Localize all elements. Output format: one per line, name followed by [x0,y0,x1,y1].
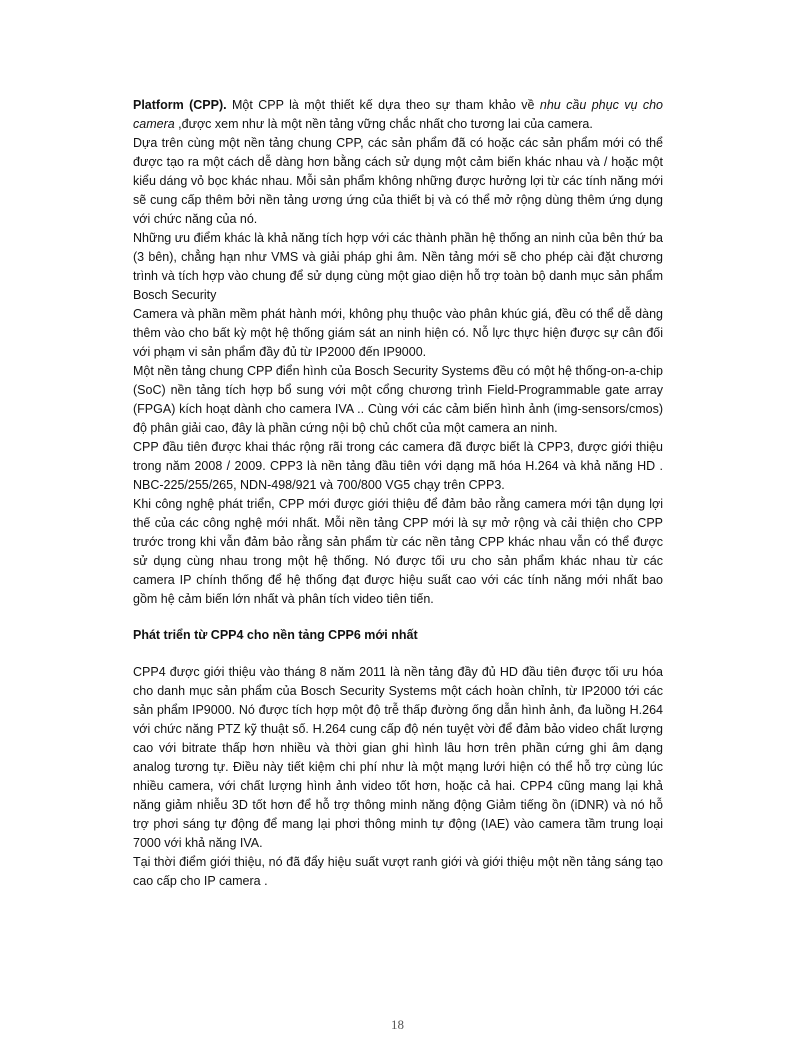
paragraph-soc: Một nền tảng chung CPP điển hình của Bosch Security Systems đều có một hệ thống-on-a-chip (SoC) nền tảng tích hợp bổ sung với một cổng chương trình Field-Programmable gate array (FPGA) kích hoạt dành cho camera IVA .. Cùng với các cảm biến hình ảnh (img-sensors/cmos) độ phân giải cao, đây là phần cứng nội bộ chủ chốt của một camera an ninh. [133,364,663,435]
paragraph-cpp3: CPP đầu tiên được khai thác rộng rãi trong các camera đã được biết là CPP3, được giới thiệu trong năm 2008 / 2009. CPP3 là nền tảng đầu tiên với dạng mã hóa H.264 và khả năng HD . NBC-225/255/265, NDN-498/921 và 700/800 VG5 chạy trên CPP3. [133,440,663,492]
paragraph-conclusion: Tại thời điểm giới thiệu, nó đã đẩy hiệu suất vượt ranh giới và giới thiệu một nền tảng sáng tạo cao cấp cho IP camera . [133,855,663,888]
paragraph-camera-software: Camera và phần mềm phát hành mới, không phụ thuộc vào phân khúc giá, đều có thể dễ dàng thêm vào cho bất kỳ một hệ thống giám sát an ninh hiện có. Nỗ lực thực hiện được sự cân đối với phạm vi sản phẩm đầy đủ từ IP2000 đến IP9000. [133,307,663,359]
page-number: 18 [391,1017,404,1032]
intro-text-2: ,được xem như là một nền tảng vững chắc nhất cho tương lai của camera. [174,117,593,131]
intro-italic: nhu cầu phục vụ cho camera [133,98,663,131]
document-body [133,96,663,891]
intro-lead: Platform (CPP). [133,98,227,112]
intro-paragraph [133,96,663,134]
intro-text-1: Một CPP là một thiết kế dựa theo sự tham khảo về [226,98,540,112]
paragraph-cpp4: CPP4 được giới thiệu vào tháng 8 năm 2011 là nền tảng đầy đủ HD đầu tiên được tối ưu hóa cho danh mục sản phẩm của Bosch Security Systems một cách hoàn chỉnh, từ IP2000 tới các sản phẩm IP9000. Nó được tích hợp một độ trễ thấp đường ống dẫn hình ảnh, đa luồng H.264 với chức năng PTZ kỹ thuật số. H.264 cung cấp độ nén tuyệt vời để đảm bảo video chất lượng cao với bitrate thấp hơn nhiều và thời gian ghi hình lâu hơn trên phần cứng ghi âm dạng analog tương tự. Điều này tiết kiệm chi phí như là một mạng lưới hiện có thể hỗ trợ cùng lúc nhiều camera, với chất lượng hình ảnh video tốt hơn, hoặc cả hai. CPP4 cũng mang lại khả năng giảm nhiễu 3D tốt hơn để hỗ trợ thông minh năng động Giảm tiếng ồn (iDNR) và nó hỗ trợ phơi sáng tự động để mang lại phơi thông minh tự động (IAE) vào camera tầm trung loại 7000 với khả năng IVA. [133,665,663,850]
paragraph-integration: Những ưu điểm khác là khả năng tích hợp với các thành phần hệ thống an ninh của bên thứ ba (3 bên), chẳng hạn như VMS và giải pháp ghi âm. Nền tảng mới sẽ cho phép cài đặt chương trình và tích hợp vào chung để sử dụng cùng một giao diện hỗ trợ toàn bộ danh mục sản phẩm Bosch Security [133,231,663,302]
section-heading: Phát triển từ CPP4 cho nền tảng CPP6 mới nhất [133,628,418,642]
paragraph-new-cpp: Khi công nghệ phát triển, CPP mới được giới thiệu để đảm bảo rằng camera mới tận dụng lợi thế của các công nghệ mới nhất. Mỗi nền tảng CPP mới là sự mở rộng và cải thiện cho CPP trước trong khi vẫn đảm bảo rằng sản phẩm từ các nền tảng CPP khác nhau vẫn có thể được sử dụng cùng nhau trong một hệ thống. Nó được tối ưu cho sản phẩm khác nhau từ các camera IP chính thống để hệ thống đạt được hiệu suất cao với các tính năng mới nhất bao gồm hệ cảm biến lớn nhất và phân tích video tiên tiến. [133,497,663,606]
paragraph-cpp-products: Dựa trên cùng một nền tảng chung CPP, các sản phẩm đã có hoặc các sản phẩm mới có thể được tạo ra một cách dễ dàng hơn bằng cách sử dụng một cảm biến khác nhau và / hoặc một kiểu dáng vỏ bọc khác nhau. Mỗi sản phẩm không những được hưởng lợi từ các tính năng mới sẽ cung cấp thêm bởi nền tảng ương ứng của thiết bị và có thể mở rộng dùng thêm ứng dụng với chức năng của nó. [133,136,663,226]
